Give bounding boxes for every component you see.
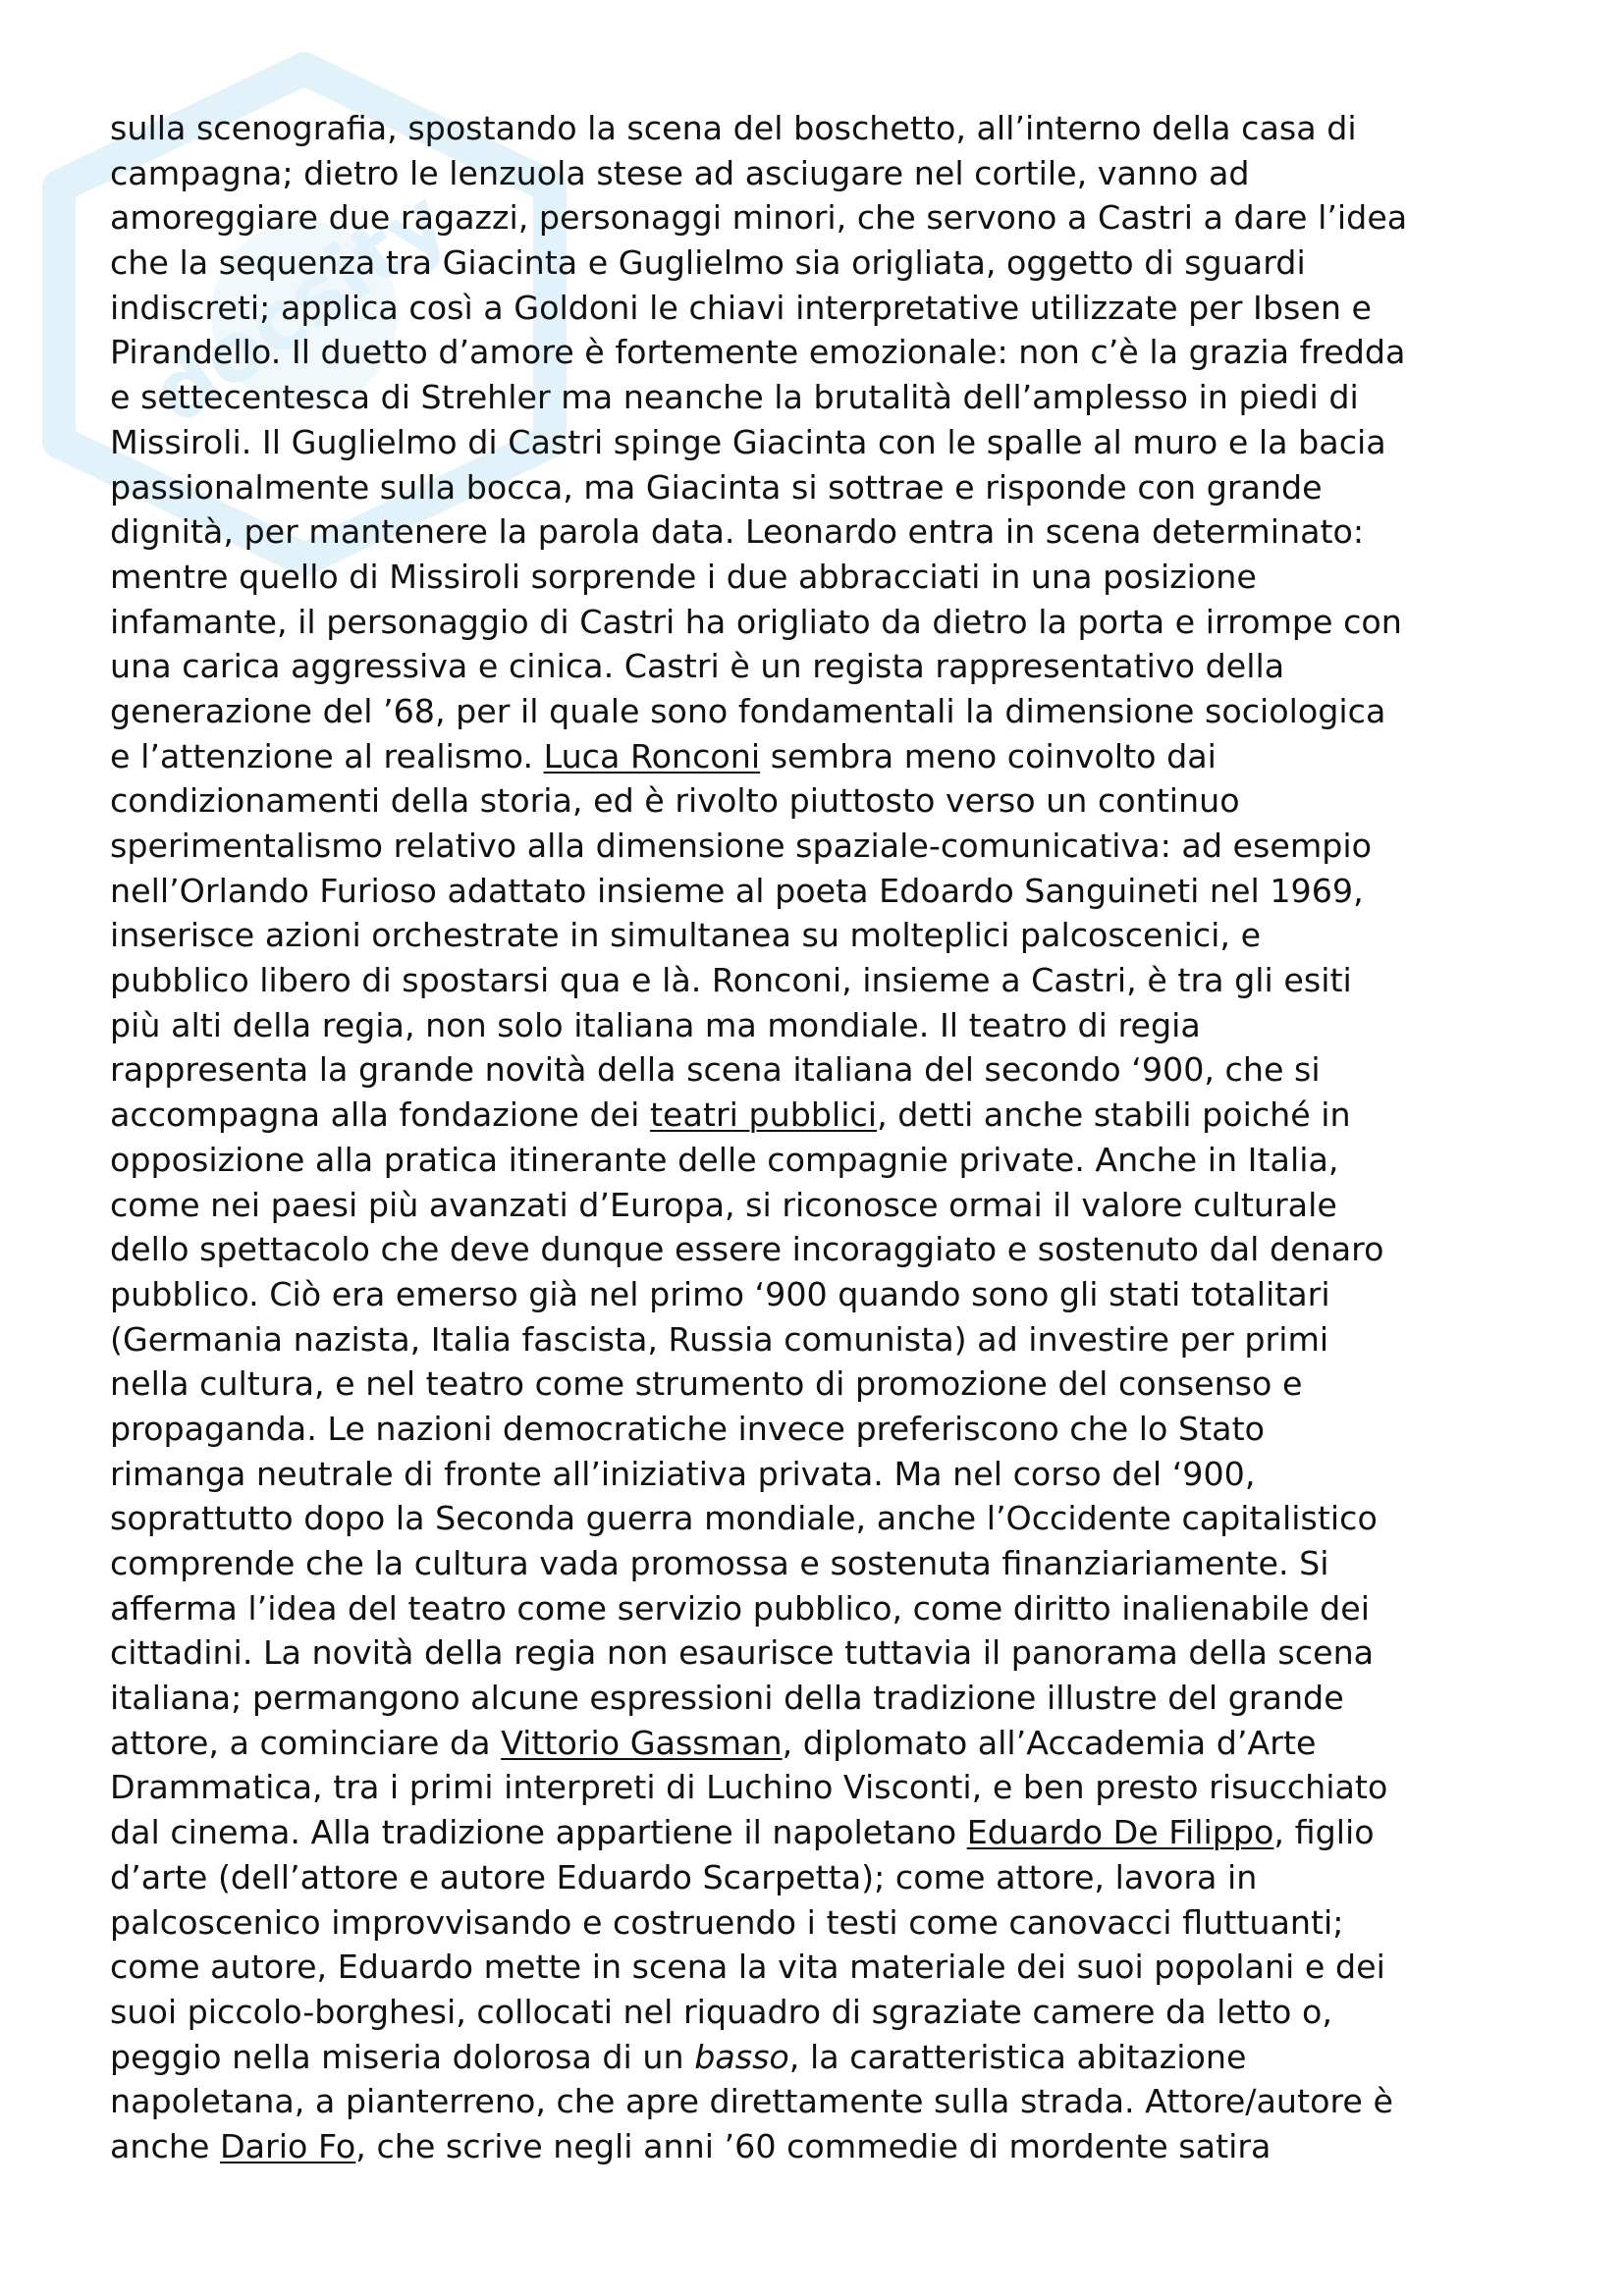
text-line: più alti della regia, non solo italiana ma mondiale. Il teatro di regia <box>110 1005 1201 1044</box>
text-line: afferma l’idea del teatro come servizio pubblico, come diritto inalienabile dei <box>110 1588 1371 1628</box>
text-line: dignità, per mantenere la parola data. Leonardo entra in scena determinato: <box>110 512 1365 552</box>
watermark-text: docsity <box>134 171 464 443</box>
text-line: che la sequenza tra Giacinta e Guglielmo sia origliata, oggetto di sguardi <box>110 243 1306 283</box>
text-fragment: accompagna alla fondazione dei <box>110 1095 650 1135</box>
text-line: opposizione alla pratica itinerante delle compagnie private. Anche in Italia, <box>110 1140 1339 1179</box>
text-line <box>110 1721 1534 1766</box>
text-line <box>110 2124 1534 2169</box>
text-line <box>110 1810 1534 1855</box>
text-line: suoi piccolo-borghesi, collocati nel riquadro di sgraziate camere da letto o, <box>110 1992 1332 2031</box>
text-line: passionalmente sulla bocca, ma Giacinta si sottrae e risponde con grande <box>110 467 1323 507</box>
text-line: napoletana, a pianterreno, che apre direttamente sulla strada. Attore/autore è <box>110 2082 1393 2121</box>
text-line: nell’Orlando Furioso adattato insieme al poeta Edoardo Sanguineti nel 1969, <box>110 871 1364 910</box>
text-line: propaganda. Le nazioni democratiche invece preferiscono che lo Stato <box>110 1409 1265 1448</box>
text-fragment: , diplomato all’Accademia d’Arte <box>782 1723 1317 1762</box>
link-dario-fo[interactable]: Dario Fo <box>220 2126 356 2165</box>
text-line <box>110 734 1534 779</box>
text-line: e settecentesca di Strehler ma neanche la brutalità dell’amplesso in piedi di <box>110 378 1359 417</box>
text-line: come autore, Eduardo mette in scena la vita materiale dei suoi popolani e dei <box>110 1948 1385 1987</box>
text-fragment: , che scrive negli anni ’60 commedie di mordente satira <box>355 2126 1271 2165</box>
link-eduardo-de-filippo[interactable]: Eduardo De Filippo <box>966 1813 1274 1852</box>
text-line: d’arte (dell’attore e autore Eduardo Scarpetta); come attore, lavora in <box>110 1857 1258 1896</box>
text-fragment: anche <box>110 2126 220 2165</box>
text-line: mentre quello di Missiroli sorprende i due abbracciati in una posizione <box>110 557 1257 596</box>
text-line: campagna; dietro le lenzuola stese ad asciugare nel cortile, vanno ad <box>110 153 1250 192</box>
text-line: sulla scenografia, spostando la scena del boschetto, all’interno della casa di <box>110 109 1357 147</box>
document-body <box>110 106 1534 2169</box>
link-vittorio-gassman[interactable]: Vittorio Gassman <box>501 1723 783 1762</box>
text-line: infamante, il personaggio di Castri ha origliato da dietro la porta e irrompe con <box>110 602 1402 641</box>
text-line: rimanga neutrale di fronte all’iniziativa privata. Ma nel corso del ‘900, <box>110 1454 1256 1493</box>
text-line: una carica aggressiva e cinica. Castri è un regista rappresentativo della <box>110 647 1285 686</box>
text-line: indiscreti; applica così a Goldoni le chiavi interpretative utilizzate per Ibsen e <box>110 288 1373 327</box>
text-fragment: e l’attenzione al realismo. <box>110 736 544 775</box>
text-line <box>110 2035 1534 2080</box>
text-line: nella cultura, e nel teatro come strumento di promozione del consenso e <box>110 1364 1303 1404</box>
text-line: sperimentalismo relativo alla dimensione spaziale-comunicativa: ad esempio <box>110 827 1373 865</box>
text-line: italiana; permangono alcune espressioni della tradizione illustre del grande <box>110 1679 1344 1718</box>
text-fragment: , detti anche stabili poiché in <box>877 1095 1351 1135</box>
text-line: Pirandello. Il duetto d’amore è fortemente emozionale: non c’è la grazia fredda <box>110 333 1406 372</box>
text-line: pubblico. Ciò era emerso già nel primo ‘900 quando sono gli stati totalitari <box>110 1274 1330 1313</box>
text-line: palcoscenico improvvisando e costruendo i testi come canovacci fluttuanti; <box>110 1902 1344 1942</box>
text-line: come nei paesi più avanzati d’Europa, si riconosce ormai il valore culturale <box>110 1185 1337 1224</box>
text-fragment: sembra meno coinvolto dai <box>760 736 1217 775</box>
italic-term-basso: basso <box>694 2037 789 2076</box>
text-fragment: , la caratteristica abitazione <box>788 2037 1247 2076</box>
text-fragment: peggio nella miseria dolorosa di un <box>110 2037 695 2076</box>
text-line: condizionamenti della storia, ed è rivolto piuttosto verso un continuo <box>110 781 1240 821</box>
text-line: soprattutto dopo la Seconda guerra mondiale, anche l’Occidente capitalistico <box>110 1499 1378 1538</box>
text-line: generazione del ’68, per il quale sono fondamentali la dimensione sociologica <box>110 691 1386 730</box>
text-line: Missiroli. Il Guglielmo di Castri spinge Giacinta con le spalle al muro e la bacia <box>110 422 1386 461</box>
text-line: inserisce azioni orchestrate in simultanea su molteplici palcoscenici, e <box>110 916 1262 955</box>
text-line: (Germania nazista, Italia fascista, Russia comunista) ad investire per primi <box>110 1319 1329 1359</box>
text-fragment: attore, a cominciare da <box>110 1723 502 1762</box>
text-line <box>110 1093 1534 1138</box>
text-line: pubblico libero di spostarsi qua e là. Ronconi, insieme a Castri, è tra gli esiti <box>110 961 1352 1000</box>
text-line: rappresenta la grande novità della scena italiana del secondo ‘900, che si <box>110 1050 1321 1090</box>
text-line: Drammatica, tra i primi interpreti di Luchino Visconti, e ben presto risucchiato <box>110 1768 1388 1807</box>
text-line: dello spettacolo che deve dunque essere incoraggiato e sostenuto dal denaro <box>110 1230 1384 1269</box>
text-fragment: , figlio <box>1273 1813 1375 1852</box>
text-fragment: dal cinema. Alla tradizione appartiene il napoletano <box>110 1813 967 1852</box>
text-line: comprende che la cultura vada promossa e sostenuta finanziariamente. Si <box>110 1544 1329 1582</box>
link-teatri-pubblici[interactable]: teatri pubblici <box>649 1095 878 1135</box>
text-line: amoreggiare due ragazzi, personaggi minori, che servono a Castri a dare l’idea <box>110 198 1408 238</box>
link-luca-ronconi[interactable]: Luca Ronconi <box>543 736 761 775</box>
text-line: cittadini. La novità della regia non esaurisce tuttavia il panorama della scena <box>110 1633 1375 1673</box>
